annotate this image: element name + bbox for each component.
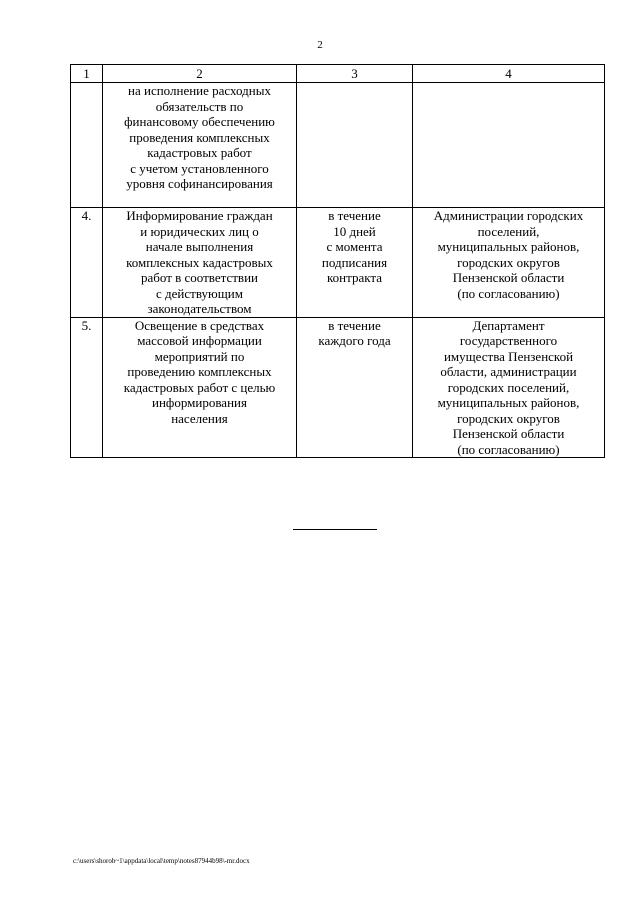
responsible-cell: Администрации городских поселений, муниципальных районов, городских округов Пензенской области (по согласованию) xyxy=(413,208,605,318)
action-cell: на исполнение расходных обязательств по финансовому обеспечению проведения комплексных кадастровых работ с учетом установленного уровня софинансирования xyxy=(103,83,297,208)
table-row xyxy=(71,208,605,318)
column-header-2: 2 xyxy=(103,65,297,83)
responsible-cell xyxy=(413,83,605,208)
column-header-3: 3 xyxy=(297,65,413,83)
term-cell: в течение каждого года xyxy=(297,317,413,458)
row-number: 4. xyxy=(71,208,103,318)
end-separator-line xyxy=(293,529,377,530)
row-number xyxy=(71,83,103,208)
action-cell: Информирование граждан и юридических лиц о начале выполнения комплексных кадастровых работ в соответствии с действующим законодательством xyxy=(103,208,297,318)
table-row xyxy=(71,317,605,458)
responsible-cell: Департамент государственного имущества Пензенской области, администрации городских поселений, муниципальных районов, городских округов Пензенской области (по согласованию) xyxy=(413,317,605,458)
measures-table xyxy=(70,64,605,458)
term-cell xyxy=(297,83,413,208)
column-header-4: 4 xyxy=(413,65,605,83)
row-number: 5. xyxy=(71,317,103,458)
term-cell: в течение 10 дней с момента подписания контракта xyxy=(297,208,413,318)
file-path: c:\users\shorob~1\appdata\local\temp\notes87944b98\-mr.docx xyxy=(73,857,250,865)
table-header-row xyxy=(71,65,605,83)
page-number: 2 xyxy=(317,39,323,51)
column-header-1: 1 xyxy=(71,65,103,83)
action-cell: Освещение в средствах массовой информации мероприятий по проведению комплексных кадастровых работ с целью информирования населения xyxy=(103,317,297,458)
table-row xyxy=(71,83,605,208)
